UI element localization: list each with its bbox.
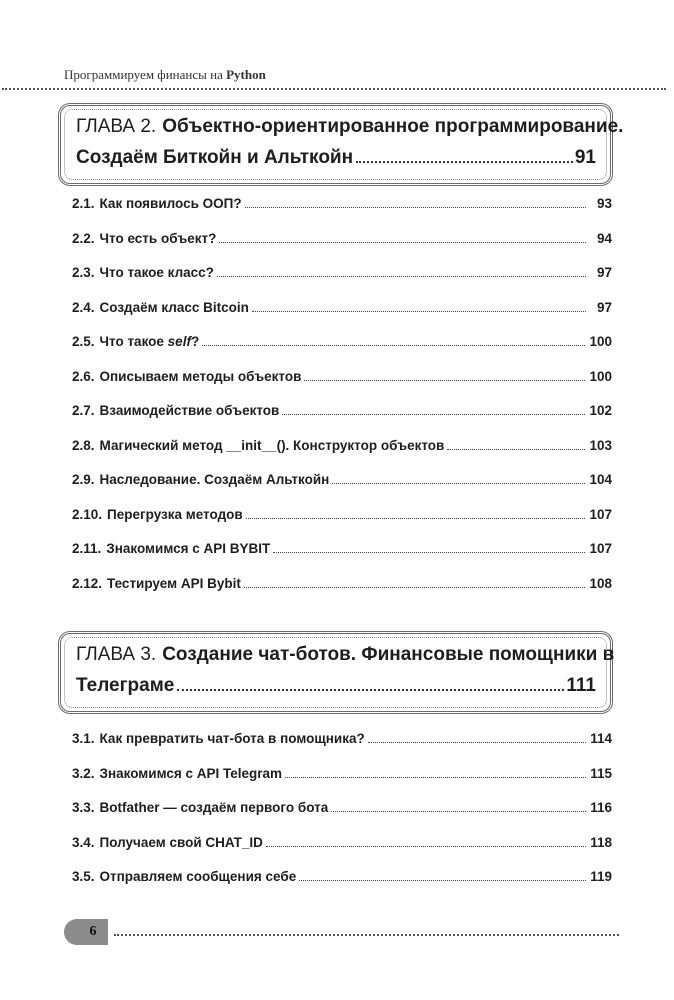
chapter-2-page: 91 <box>574 147 596 168</box>
toc-entry-title: Перегрузка методов <box>107 506 243 522</box>
chapter-2-heading-box <box>58 103 624 186</box>
header-dotted-rule <box>2 88 666 90</box>
toc-entry-page: 103 <box>589 437 612 453</box>
toc-entry-title: Описываем методы объектов <box>99 368 302 384</box>
toc-entry-3-3[interactable] <box>72 800 612 835</box>
toc-entry-title: Взаимодействие объектов <box>99 403 280 418</box>
chapter-2-toc-list <box>72 196 612 610</box>
dot-leader <box>202 345 585 346</box>
dot-leader <box>304 380 585 381</box>
dot-leader <box>217 276 586 277</box>
toc-entry-page: 93 <box>596 196 612 211</box>
toc-entry-page: 114 <box>590 731 612 746</box>
toc-entry-title: Как превратить чат-бота в помощника? <box>99 731 365 746</box>
toc-entry-page: 97 <box>596 299 612 315</box>
toc-entry-title: Что такое класс? <box>99 265 214 280</box>
toc-entry-2-7[interactable] <box>72 403 612 438</box>
toc-entry-title: Знакомимся с API BYBIT <box>106 541 271 556</box>
toc-entry-3-5[interactable] <box>72 869 612 904</box>
toc-entry-number: 2.2. <box>72 230 95 246</box>
toc-entry-page: 107 <box>589 506 612 522</box>
toc-entry-2-6[interactable] <box>72 369 612 404</box>
page-number: 6 <box>89 924 97 939</box>
chapter-3-title-line-1 <box>76 639 615 670</box>
toc-entry-number: 2.3. <box>72 265 95 280</box>
toc-entry-title: Тестируем API Bybit <box>107 575 241 591</box>
toc-entry-3-1[interactable] <box>72 731 612 766</box>
toc-entry-number: 2.10. <box>72 506 103 522</box>
page-number-tab <box>64 919 108 945</box>
toc-entry-title: Что такое <box>99 334 164 349</box>
toc-entry-title: Наследование. Создаём Альткойн <box>99 472 330 487</box>
toc-entry-page: 100 <box>589 368 612 384</box>
running-header-text: Программируем финансы на <box>64 67 223 82</box>
toc-entry-page: 104 <box>589 472 612 487</box>
toc-entry-number: 2.4. <box>72 299 95 315</box>
toc-entry-number: 3.4. <box>72 834 95 850</box>
toc-entry-page: 94 <box>596 230 612 246</box>
toc-entry-number: 2.9. <box>72 472 95 487</box>
running-header-bold: Python <box>226 67 266 82</box>
toc-entry-2-4[interactable] <box>72 300 612 335</box>
toc-entry-title: Что есть объект? <box>99 230 217 246</box>
toc-entry-2-2[interactable] <box>72 231 612 266</box>
toc-entry-page: 102 <box>589 403 612 418</box>
toc-entry-page: 116 <box>590 800 612 815</box>
toc-entry-page: 118 <box>590 834 612 850</box>
chapter-3-heading-box <box>58 631 613 714</box>
chapter-2-title-line-2[interactable] <box>76 142 596 173</box>
chapter-3-page: 111 <box>566 675 596 696</box>
toc-entry-number: 2.12. <box>72 575 103 591</box>
toc-entry-page: 119 <box>590 869 612 884</box>
toc-entry-number: 3.3. <box>72 800 95 815</box>
toc-entry-3-4[interactable] <box>72 835 612 870</box>
dot-leader <box>177 689 564 691</box>
toc-entry-number: 2.5. <box>72 334 95 349</box>
chapter-3-title-part-1: Создание чат-ботов. Финансовые помощники в <box>162 644 615 665</box>
dot-leader <box>368 742 586 743</box>
toc-entry-title-suffix: ? <box>190 334 200 349</box>
toc-entry-2-5[interactable] <box>72 334 612 369</box>
chapter-2-title-part-2: Создаём Биткойн и Альткойн <box>76 147 354 168</box>
dot-leader <box>245 207 586 208</box>
toc-entry-2-12[interactable] <box>72 576 612 611</box>
running-header <box>64 67 266 83</box>
chapter-3-prefix: ГЛАВА 3. <box>76 644 157 665</box>
dot-leader <box>356 161 573 163</box>
toc-entry-title: Получаем свой CHAT_ID <box>99 834 263 850</box>
toc-entry-number: 2.6. <box>72 368 95 384</box>
toc-entry-number: 2.1. <box>72 196 95 211</box>
toc-entry-2-3[interactable] <box>72 265 612 300</box>
toc-entry-page: 100 <box>589 334 612 349</box>
toc-entry-title: Знакомимся с API Telegram <box>99 765 283 781</box>
toc-entry-number: 3.2. <box>72 765 95 781</box>
toc-entry-2-1[interactable] <box>72 196 612 231</box>
toc-entry-number: 2.11. <box>72 541 102 556</box>
chapter-2-prefix: ГЛАВА 2. <box>76 116 157 137</box>
dot-leader <box>244 587 586 588</box>
chapter-2-title-line-1 <box>76 111 624 142</box>
toc-entry-page: 97 <box>596 265 612 280</box>
toc-entry-number: 3.1. <box>72 731 95 746</box>
toc-entry-2-8[interactable] <box>72 438 612 473</box>
dot-leader <box>282 414 585 415</box>
toc-entry-number: 2.8. <box>72 437 95 453</box>
dot-leader <box>246 518 586 519</box>
toc-entry-number: 3.5. <box>72 869 95 884</box>
chapter-3-title-line-2[interactable] <box>76 670 596 701</box>
chapter-3-toc-list <box>72 731 612 904</box>
toc-entry-title: Магический метод __init__(). Конструктор объектов <box>99 437 445 453</box>
chapter-3-title-part-2: Телеграме <box>76 675 175 696</box>
toc-entry-2-11[interactable] <box>72 541 612 576</box>
toc-entry-2-9[interactable] <box>72 472 612 507</box>
dot-leader <box>285 777 586 778</box>
dot-leader <box>331 811 586 812</box>
toc-entry-title: Отправляем сообщения себе <box>99 869 297 884</box>
dot-leader <box>266 846 586 847</box>
toc-entry-title: Как появилось ООП? <box>99 196 242 211</box>
dot-leader <box>299 880 586 881</box>
footer-dotted-rule <box>114 934 619 936</box>
toc-entry-2-10[interactable] <box>72 507 612 542</box>
dot-leader <box>252 311 586 312</box>
toc-entry-page: 107 <box>589 541 612 556</box>
dot-leader <box>332 483 585 484</box>
toc-entry-title-italic: self <box>167 334 191 349</box>
toc-entry-title: Создаём класс Bitcoin <box>99 299 249 315</box>
toc-entry-title: Botfather — создаём первого бота <box>99 800 329 815</box>
toc-entry-page: 108 <box>589 575 612 591</box>
toc-entry-3-2[interactable] <box>72 766 612 801</box>
toc-entry-number: 2.7. <box>72 403 95 418</box>
dot-leader <box>219 242 586 243</box>
chapter-2-title-part-1: Объектно-ориентированное программирование. <box>162 116 624 137</box>
dot-leader <box>447 449 585 450</box>
toc-entry-page: 115 <box>590 765 612 781</box>
dot-leader <box>273 552 585 553</box>
